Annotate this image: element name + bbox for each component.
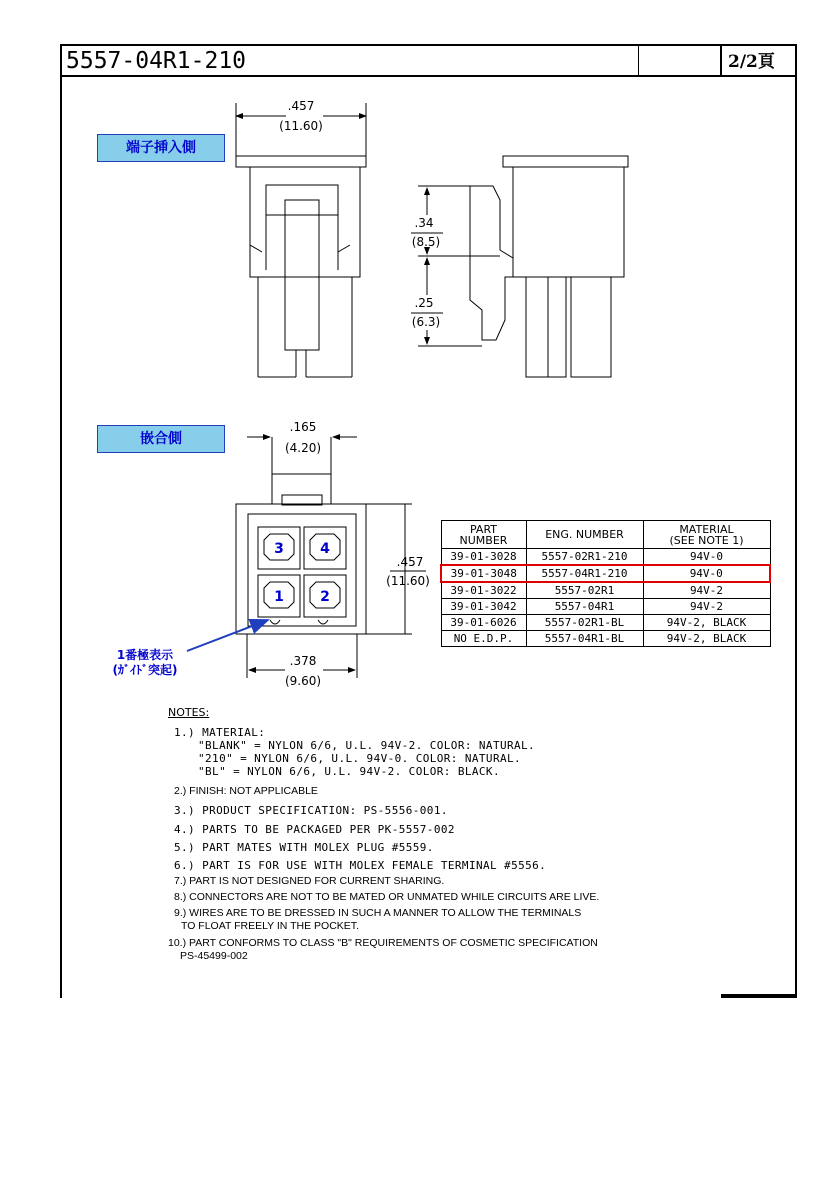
cell-part: 39-01-3022 xyxy=(441,582,526,599)
cell-eng: 5557-04R1-BL xyxy=(526,631,643,647)
pin1-callout xyxy=(95,648,195,678)
cell-part: NO E.D.P. xyxy=(441,631,526,647)
cavity-number: 2 xyxy=(320,589,330,605)
table-row xyxy=(441,631,770,647)
note-1-bl: "BL" = NYLON 6/6, U.L. 94V-2. COLOR: BLACK. xyxy=(198,765,500,778)
top-width-mm: (11.60) xyxy=(279,119,323,133)
note-1-210: "210" = NYLON 6/6, U.L. 94V-0. COLOR: NATURAL. xyxy=(198,752,522,765)
terminal-side-label: 端子挿入側 xyxy=(97,134,225,162)
cell-eng: 5557-02R1 xyxy=(526,582,643,599)
cell-part: 39-01-3028 xyxy=(441,549,526,566)
cell-part: 39-01-6026 xyxy=(441,615,526,631)
cell-material: 94V-2 xyxy=(643,582,770,599)
cavity-number: 3 xyxy=(274,541,284,557)
note-2: 2.) FINISH: NOT APPLICABLE xyxy=(174,785,318,797)
header-material: MATERIAL (SEE NOTE 1) xyxy=(643,521,770,549)
notes-section xyxy=(168,706,599,963)
cavity-number: 1 xyxy=(274,589,284,605)
page-number: 2/2頁 xyxy=(728,52,775,72)
table-row xyxy=(441,582,770,599)
notes-heading: NOTES: xyxy=(168,706,210,719)
bottom-width-in: .378 xyxy=(289,654,317,668)
pin1-callout-arrow xyxy=(187,620,268,651)
height-mm: (11.60) xyxy=(386,574,430,588)
note-8: 8.) CONNECTORS ARE NOT TO BE MATED OR UNMATED WHILE CIRCUITS ARE LIVE. xyxy=(174,891,600,903)
side-upper-in: .34 xyxy=(414,216,434,230)
note-3: 3.) PRODUCT SPECIFICATION: PS-5556-001. xyxy=(174,804,448,817)
header-eng-number: ENG. NUMBER xyxy=(526,521,643,549)
top-width-in: .457 xyxy=(287,99,315,113)
note-1-blank: "BLANK" = NYLON 6/6, U.L. 94V-2. COLOR: NATURAL. xyxy=(198,739,536,752)
header-part-number: PART NUMBER xyxy=(441,521,526,549)
cell-part: 39-01-3042 xyxy=(441,599,526,615)
table-row xyxy=(441,549,770,566)
pitch-mm: (4.20) xyxy=(284,441,322,455)
pitch-in: .165 xyxy=(289,420,317,434)
note-9: 9.) WIRES ARE TO BE DRESSED IN SUCH A MANNER TO ALLOW THE TERMINALS xyxy=(174,907,582,919)
cell-eng: 5557-02R1-210 xyxy=(526,549,643,566)
mating-side-label: 嵌合側 xyxy=(97,425,225,453)
note-6: 6.) PART IS FOR USE WITH MOLEX FEMALE TERMINAL #5556. xyxy=(174,859,547,872)
cell-eng: 5557-04R1 xyxy=(526,599,643,615)
cell-material: 94V-2 xyxy=(643,599,770,615)
drawing-title: 5557-04R1-210 xyxy=(66,48,247,74)
note-10: 10.) PART CONFORMS TO CLASS "B" REQUIREMENTS OF COSMETIC SPECIFICATION xyxy=(168,937,598,949)
note-10-cont: PS-45499-002 xyxy=(180,950,248,962)
table-row xyxy=(441,615,770,631)
cell-part: 39-01-3048 xyxy=(441,565,526,582)
side-view xyxy=(411,156,628,377)
height-in: .457 xyxy=(396,555,424,569)
note-9-cont: TO FLOAT FREELY IN THE POCKET. xyxy=(181,920,359,932)
front-view xyxy=(236,103,366,377)
note-7: 7.) PART IS NOT DESIGNED FOR CURRENT SHARING. xyxy=(174,875,445,887)
cell-material: 94V-2, BLACK xyxy=(643,615,770,631)
cell-eng: 5557-02R1-BL xyxy=(526,615,643,631)
side-lower-mm: (6.3) xyxy=(411,315,441,329)
bottom-width-mm: (9.60) xyxy=(284,674,322,688)
parts-table xyxy=(440,520,771,647)
cell-material: 94V-0 xyxy=(643,549,770,566)
pin1-callout-line1: 1番極表示 xyxy=(116,648,174,662)
note-4: 4.) PARTS TO BE PACKAGED PER PK-5557-002 xyxy=(174,823,455,836)
cell-eng: 5557-04R1-210 xyxy=(526,565,643,582)
cell-material: 94V-0 xyxy=(643,565,770,582)
side-lower-in: .25 xyxy=(414,296,434,310)
table-row-highlighted xyxy=(441,565,770,582)
note-1: 1.) MATERIAL: xyxy=(174,726,266,739)
cell-material: 94V-2, BLACK xyxy=(643,631,770,647)
table-row xyxy=(441,599,770,615)
side-upper-mm: (8.5) xyxy=(411,235,441,249)
pin1-callout-line2: (ｶﾞｲﾄﾞ突起) xyxy=(112,663,178,677)
cavity-number: 4 xyxy=(320,541,330,557)
note-5: 5.) PART MATES WITH MOLEX PLUG #5559. xyxy=(174,841,434,854)
table-header-row xyxy=(441,521,770,549)
